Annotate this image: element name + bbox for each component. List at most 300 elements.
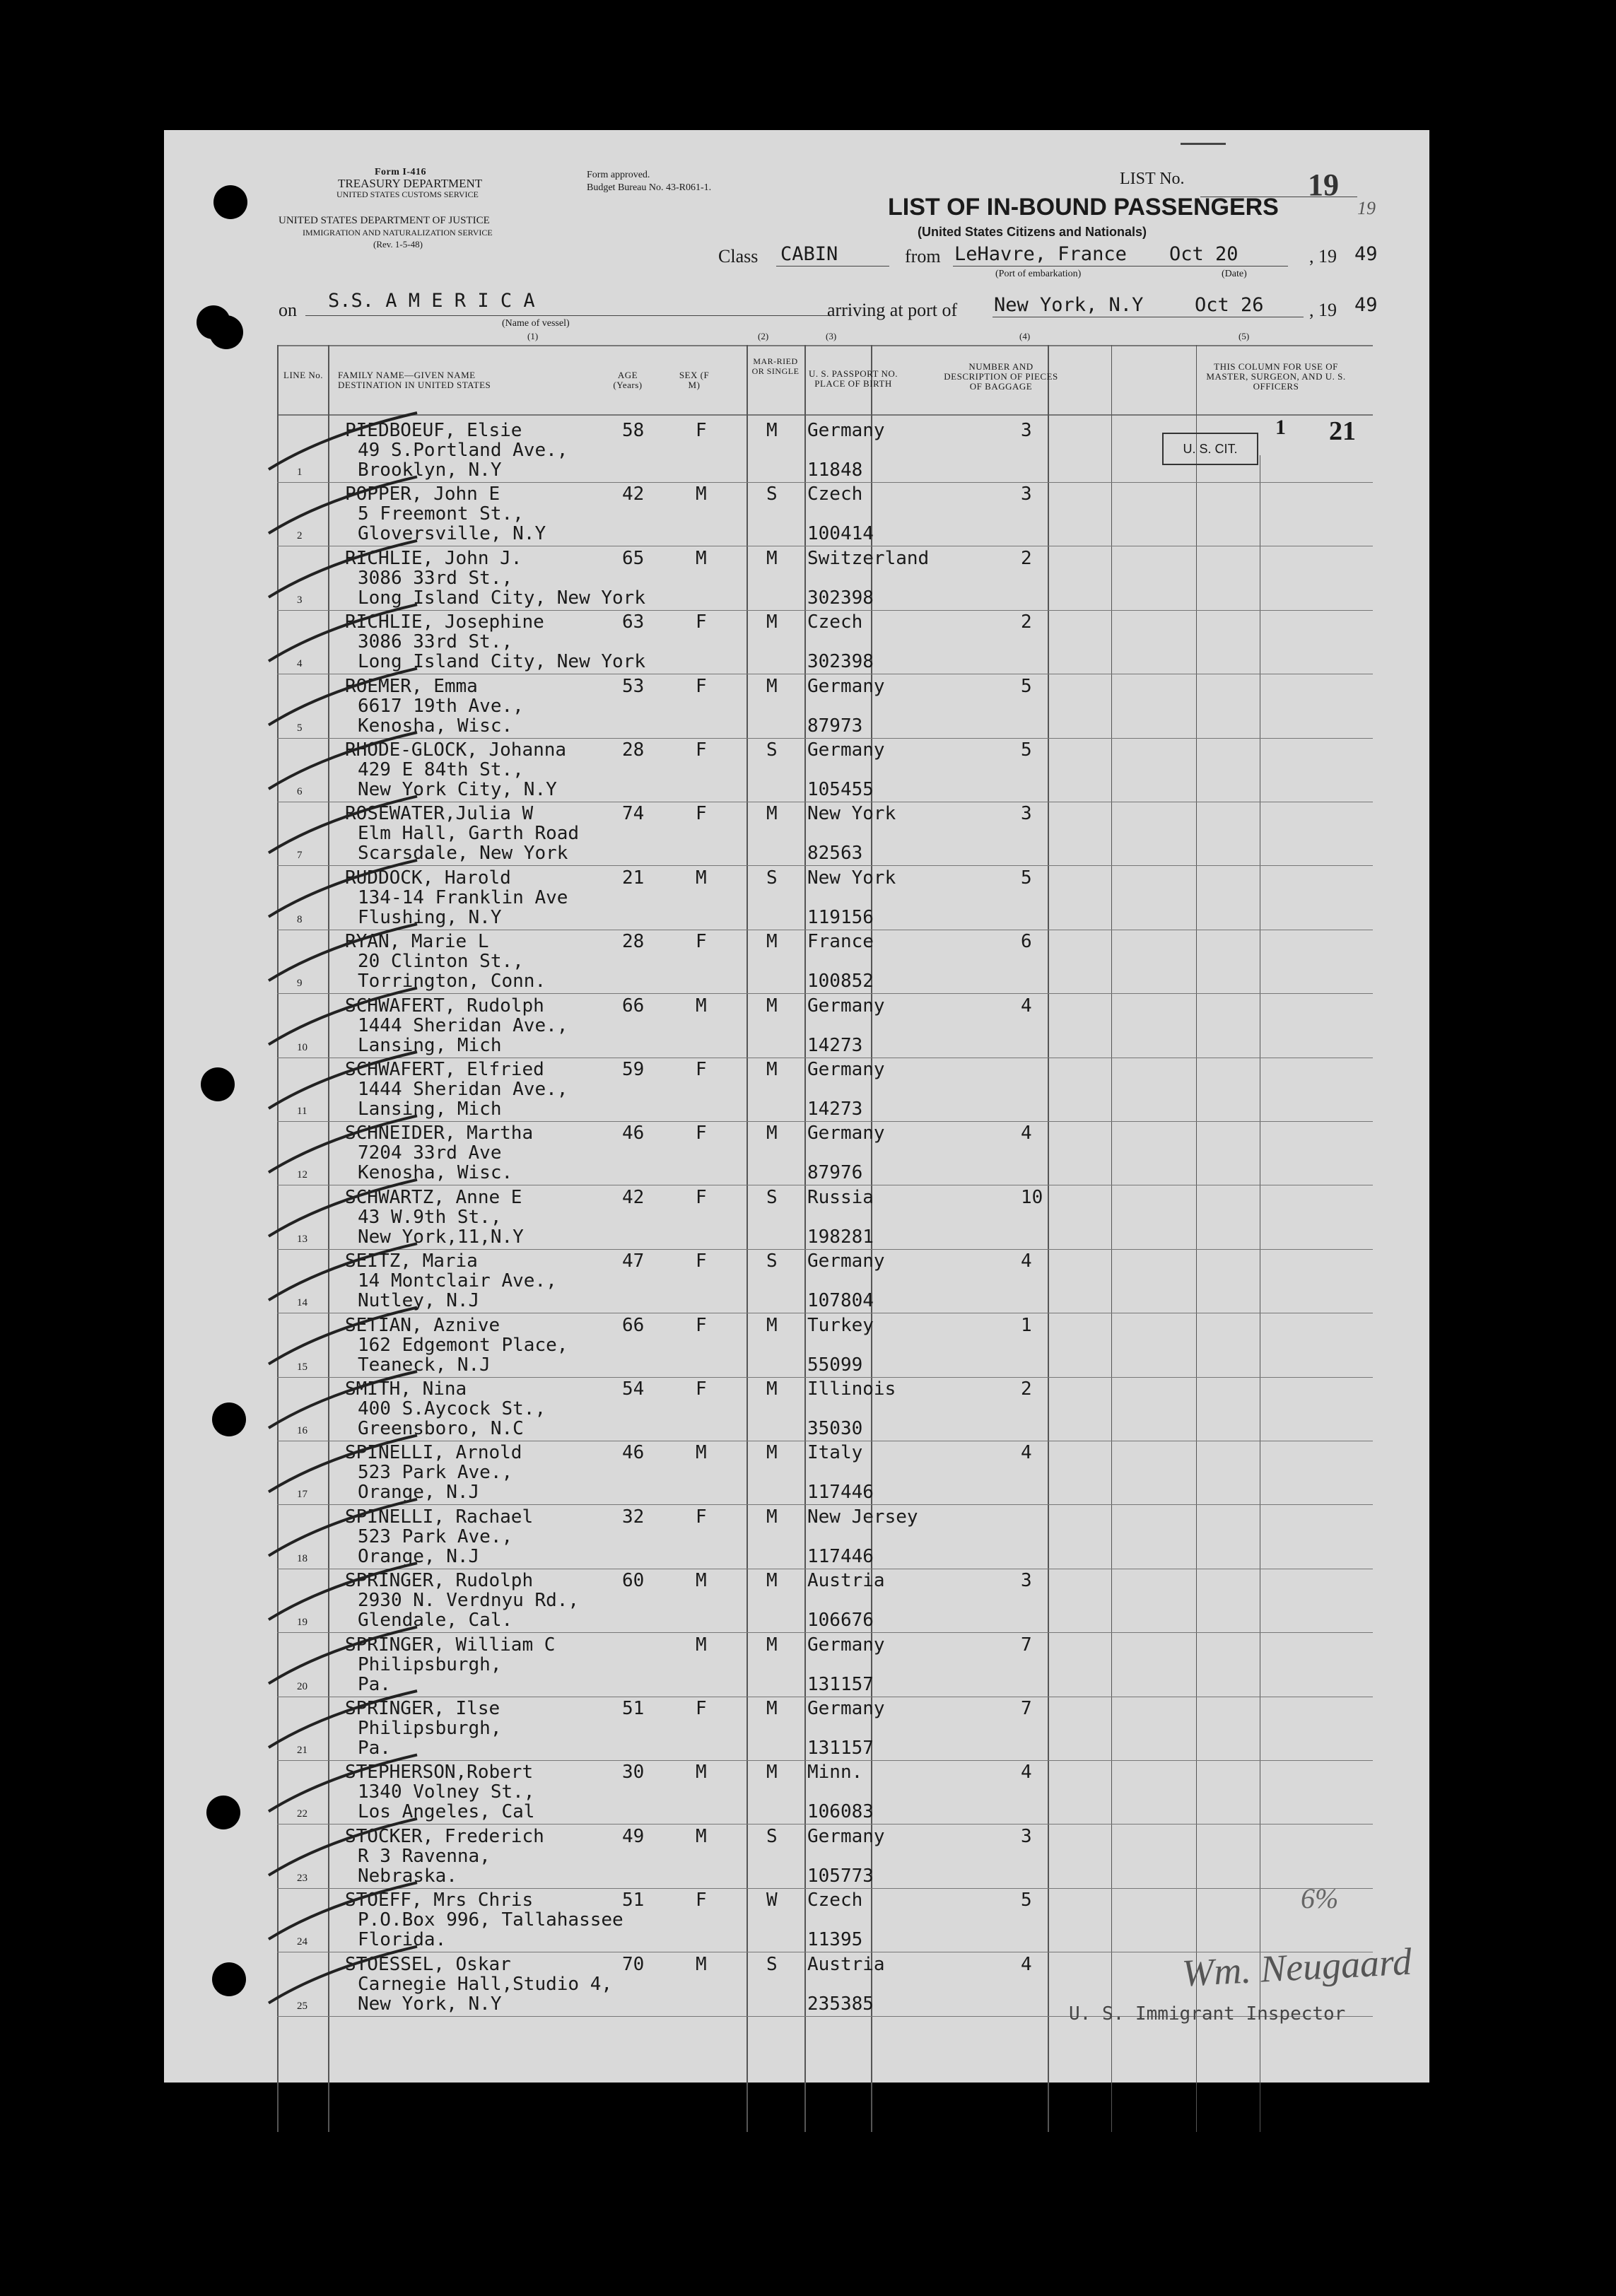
row-divider: [277, 1888, 1373, 1889]
passenger-name: SEITZ, Maria: [345, 1250, 478, 1272]
col-num-1: (1): [527, 331, 539, 341]
binder-hole: [213, 185, 247, 219]
passenger-name: SCHWARTZ, Anne E: [345, 1186, 522, 1208]
passenger-sex: F: [696, 1378, 707, 1400]
table-left: [277, 345, 279, 2132]
vessel-line: [305, 315, 829, 316]
passenger-baggage: 7: [1021, 1634, 1032, 1656]
passenger-name: RYAN, Marie L: [345, 931, 489, 953]
passenger-baggage: 3: [1021, 1825, 1032, 1847]
hdr-married: MAR-RIED OR SINGLE: [751, 356, 800, 376]
line-number: 14: [297, 1297, 308, 1309]
row-divider: [277, 993, 1373, 994]
passenger-name: ROSEWATER,Julia W: [345, 803, 534, 825]
row-divider: [277, 1377, 1373, 1378]
list-no-handwritten: 19: [1357, 198, 1376, 218]
passenger-address-street: 14 Montclair Ave.,: [358, 1270, 557, 1292]
passenger-passport: 302398: [807, 587, 874, 609]
passenger-sex: M: [696, 1953, 707, 1975]
manifest-sheet: [164, 130, 1429, 2083]
passenger-passport: 55099: [807, 1354, 863, 1376]
passenger-passport: 107804: [807, 1290, 874, 1312]
departure-year: 49: [1354, 243, 1378, 265]
passenger-sex: F: [696, 1123, 707, 1144]
passenger-birthplace: Germany: [807, 1059, 885, 1080]
passenger-name: STEPHERSON,Robert: [345, 1762, 534, 1784]
list-no: 19: [1308, 168, 1339, 202]
class-value: CABIN: [780, 243, 838, 265]
passenger-marital: S: [766, 739, 778, 761]
passenger-marital: M: [766, 1506, 778, 1528]
passenger-address-street: 2930 N. Verdnyu Rd.,: [358, 1590, 580, 1612]
passenger-name: SPINELLI, Arnold: [345, 1442, 522, 1464]
form-number: Form I-416: [375, 167, 427, 177]
passenger-address-street: 523 Park Ave.,: [358, 1462, 513, 1484]
row-divider: [277, 1760, 1373, 1761]
passenger-passport: 35030: [807, 1418, 863, 1439]
line-number: 16: [297, 1425, 308, 1436]
passenger-marital: M: [766, 931, 778, 953]
passenger-address-city: Greensboro, N.C: [358, 1418, 524, 1439]
passenger-birthplace: New York: [807, 867, 896, 889]
passenger-passport: 100852: [807, 971, 874, 992]
passenger-passport: 235385: [807, 1993, 874, 2015]
passenger-birthplace: Minn.: [807, 1762, 863, 1784]
passenger-baggage: 3: [1021, 1570, 1032, 1592]
from-label: from: [905, 246, 941, 266]
line-number: 23: [297, 1872, 308, 1884]
passenger-address-street: Philipsburgh,: [358, 1718, 502, 1739]
passenger-address-street: 1340 Volney St.,: [358, 1781, 535, 1803]
line-number: 8: [297, 913, 303, 925]
passenger-baggage: 4: [1021, 1442, 1032, 1464]
justice-dept: UNITED STATES DEPARTMENT OF JUSTICE: [279, 215, 490, 226]
passenger-age: 58: [622, 420, 645, 441]
col-num-5: (5): [1239, 331, 1250, 341]
passenger-name: STOEFF, Mrs Chris: [345, 1890, 534, 1911]
passenger-address-city: Nebraska.: [358, 1865, 457, 1887]
departure-year-prefix: , 19: [1309, 246, 1337, 266]
passenger-address-street: 6617 19th Ave.,: [358, 695, 524, 717]
passenger-marital: M: [766, 1314, 778, 1336]
col-num-4: (4): [1019, 331, 1031, 341]
passenger-baggage: 4: [1021, 1953, 1032, 1975]
passenger-marital: S: [766, 484, 778, 505]
col-age-sep: [746, 345, 748, 2132]
passenger-passport: 117446: [807, 1545, 874, 1567]
passenger-address-street: R 3 Ravenna,: [358, 1845, 491, 1867]
passenger-sex: M: [696, 1825, 707, 1847]
passenger-name: SPRINGER, Ilse: [345, 1698, 500, 1719]
line-number: 21: [297, 1745, 308, 1756]
passenger-address-street: 1444 Sheridan Ave.,: [358, 1014, 568, 1036]
class-label: Class: [718, 246, 759, 266]
passenger-age: 46: [622, 1123, 645, 1144]
line-number: 7: [297, 850, 303, 862]
passenger-passport: 131157: [807, 1738, 874, 1759]
form-title: LIST OF IN-BOUND PASSENGERS: [888, 194, 1279, 221]
passenger-address-city: Long Island City, New York: [358, 651, 645, 673]
passenger-address-street: 20 Clinton St.,: [358, 951, 524, 973]
passenger-address-city: Gloversville, N.Y: [358, 523, 546, 545]
passenger-sex: F: [696, 1890, 707, 1911]
passenger-sex: M: [696, 867, 707, 889]
binder-hole: [212, 1962, 246, 1996]
line-number: 24: [297, 1936, 308, 1948]
passenger-sex: F: [696, 739, 707, 761]
passenger-address-city: Kenosha, Wisc.: [358, 715, 513, 737]
passenger-baggage: 7: [1021, 1698, 1032, 1719]
line-number: 5: [297, 722, 303, 734]
passenger-sex: F: [696, 1698, 707, 1719]
hdr-baggage: NUMBER AND DESCRIPTION OF PIECES OF BAGGAGE: [944, 361, 1058, 392]
binder-hole: [212, 1402, 246, 1436]
passenger-baggage: 6: [1021, 931, 1032, 953]
passenger-sex: F: [696, 611, 707, 633]
header-bottom: [277, 414, 1373, 416]
passenger-marital: S: [766, 1953, 778, 1975]
line-number: 3: [297, 594, 303, 606]
passenger-sex: M: [696, 484, 707, 505]
passenger-address-city: Orange, N.J: [358, 1545, 480, 1567]
passenger-address-street: 43 W.9th St.,: [358, 1206, 502, 1228]
passenger-marital: M: [766, 1378, 778, 1400]
line-number: 6: [297, 786, 303, 797]
col-bag-inner: [1111, 345, 1112, 2132]
passenger-sex: M: [696, 1762, 707, 1784]
passenger-marital: M: [766, 1123, 778, 1144]
treasury-dept: TREASURY DEPARTMENT: [338, 177, 483, 190]
passenger-baggage: 4: [1021, 1123, 1032, 1144]
departure-date: Oct 20: [1169, 243, 1239, 265]
passenger-name: PIEDBOEUF, Elsie: [345, 420, 522, 441]
mark-dash: [1181, 143, 1226, 145]
line-number: 20: [297, 1680, 308, 1692]
passenger-passport: 82563: [807, 843, 863, 865]
passenger-age: 53: [622, 675, 645, 697]
passenger-baggage: 2: [1021, 611, 1032, 633]
passenger-age: 28: [622, 931, 645, 953]
passenger-sex: F: [696, 420, 707, 441]
passenger-baggage: 4: [1021, 1250, 1032, 1272]
passenger-address-street: Carnegie Hall,Studio 4,: [358, 1973, 613, 1995]
passenger-marital: M: [766, 1059, 778, 1080]
line-number: 11: [297, 1106, 308, 1117]
line-number: 9: [297, 978, 303, 990]
passenger-address-street: Philipsburgh,: [358, 1653, 502, 1675]
passenger-name: RUDDOCK, Harold: [345, 867, 511, 889]
passenger-address-city: Pa.: [358, 1673, 391, 1695]
row-divider: [277, 1632, 1373, 1633]
passenger-name: STOESSEL, Oskar: [345, 1953, 511, 1975]
passenger-name: SETIAN, Aznive: [345, 1314, 500, 1336]
hdr-name: FAMILY NAME—GIVEN NAME DESTINATION IN UNITED STATES: [338, 370, 491, 390]
passenger-baggage: 5: [1021, 739, 1032, 761]
passenger-baggage: 3: [1021, 484, 1032, 505]
passenger-sex: F: [696, 675, 707, 697]
passenger-birthplace: Germany: [807, 1698, 885, 1719]
passenger-marital: M: [766, 611, 778, 633]
passenger-birthplace: Germany: [807, 420, 885, 441]
passenger-age: 54: [622, 1378, 645, 1400]
passenger-name: ROEMER, Emma: [345, 675, 478, 697]
passenger-address-city: Lansing, Mich: [358, 1099, 502, 1120]
passenger-birthplace: Germany: [807, 1123, 885, 1144]
passenger-address-city: Flushing, N.Y: [358, 906, 502, 928]
vessel-name: S.S. A M E R I C A: [328, 290, 535, 312]
passenger-birthplace: France: [807, 931, 874, 953]
passenger-address-city: Nutley, N.J: [358, 1290, 480, 1312]
passenger-birthplace: Czech: [807, 484, 863, 505]
line-number: 15: [297, 1361, 308, 1373]
passenger-passport: 105773: [807, 1865, 874, 1887]
passenger-birthplace: Germany: [807, 739, 885, 761]
passenger-passport: 117446: [807, 1482, 874, 1504]
passenger-age: 51: [622, 1890, 645, 1911]
line-number: 4: [297, 658, 303, 670]
passenger-birthplace: Illinois: [807, 1378, 896, 1400]
form-approved: Form approved.: [587, 170, 650, 180]
row-divider: [277, 610, 1373, 611]
passenger-baggage: 3: [1021, 420, 1032, 441]
passenger-name: SCHWAFERT, Elfried: [345, 1059, 544, 1080]
passenger-baggage: 5: [1021, 675, 1032, 697]
passenger-passport: 106083: [807, 1801, 874, 1823]
passenger-address-city: New York City, N.Y: [358, 779, 557, 800]
passenger-address-street: P.O.Box 996, Tallahassee: [358, 1909, 623, 1931]
line-number: 19: [297, 1617, 308, 1629]
passenger-name: SCHNEIDER, Martha: [345, 1123, 534, 1144]
passenger-address-city: Lansing, Mich: [358, 1034, 502, 1056]
passenger-birthplace: Czech: [807, 1890, 863, 1911]
passenger-passport: 14273: [807, 1099, 863, 1120]
passenger-address-street: 5 Freemont St.,: [358, 503, 524, 525]
passenger-birthplace: Czech: [807, 611, 863, 633]
passenger-birthplace: Germany: [807, 995, 885, 1017]
hdr-officers: THIS COLUMN FOR USE OF MASTER, SURGEON, AND U. S. OFFICERS: [1206, 361, 1346, 392]
passenger-birthplace: Germany: [807, 1250, 885, 1272]
binder-hole: [201, 1067, 235, 1101]
row-divider: [277, 738, 1373, 739]
passenger-marital: M: [766, 675, 778, 697]
col-ms-sep: [804, 345, 806, 2132]
passenger-age: 66: [622, 1314, 645, 1336]
port-embarkation: LeHavre, France: [954, 243, 1127, 265]
passenger-marital: S: [766, 1186, 778, 1208]
passenger-age: 46: [622, 1442, 645, 1464]
passenger-name: RHODE-GLOCK, Johanna: [345, 739, 567, 761]
passenger-sex: F: [696, 1314, 707, 1336]
passenger-sex: F: [696, 1059, 707, 1080]
passenger-sex: M: [696, 1634, 707, 1656]
officer-count-mark: 1: [1275, 416, 1286, 439]
passenger-marital: M: [766, 1698, 778, 1719]
customs-service: UNITED STATES CUSTOMS SERVICE: [336, 189, 479, 199]
passenger-address-city: Long Island City, New York: [358, 587, 645, 609]
col-line-sep: [328, 345, 329, 2132]
passenger-address-city: Los Angeles, Cal: [358, 1801, 535, 1823]
passenger-sex: F: [696, 803, 707, 825]
passenger-address-city: Scarsdale, New York: [358, 843, 568, 865]
passenger-baggage: 5: [1021, 867, 1032, 889]
passenger-marital: M: [766, 1762, 778, 1784]
revision: (Rev. 1-5-48): [373, 239, 423, 250]
on-label: on: [279, 300, 297, 320]
passenger-address-street: 162 Edgemont Place,: [358, 1334, 568, 1356]
passenger-marital: M: [766, 547, 778, 569]
passenger-birthplace: Turkey: [807, 1314, 874, 1336]
passenger-address-city: Pa.: [358, 1738, 391, 1759]
passenger-address-city: Orange, N.J: [358, 1482, 480, 1504]
ins-service: IMMIGRATION AND NATURALIZATION SERVICE: [303, 228, 493, 238]
passenger-address-street: 400 S.Aycock St.,: [358, 1398, 546, 1419]
passenger-passport: 11395: [807, 1929, 863, 1951]
vessel-caption: (Name of vessel): [502, 318, 570, 329]
passenger-marital: M: [766, 803, 778, 825]
line-number: 2: [297, 530, 303, 542]
passenger-baggage: 1: [1021, 1314, 1032, 1336]
col-bag-sep: [1048, 345, 1049, 2132]
row-divider: [277, 865, 1373, 866]
us-citizen-stamp: U. S. CIT.: [1162, 433, 1258, 465]
passenger-sex: M: [696, 1570, 707, 1592]
passenger-marital: M: [766, 1634, 778, 1656]
budget-bureau: Budget Bureau No. 43-R061-1.: [587, 182, 712, 193]
passenger-passport: 87976: [807, 1162, 863, 1184]
passenger-marital: M: [766, 995, 778, 1017]
passenger-address-city: Torrington, Conn.: [358, 971, 546, 992]
passenger-address-city: Brooklyn, N.Y: [358, 459, 502, 481]
passenger-name: STOCKER, Frederich: [345, 1825, 544, 1847]
officer-count: 21: [1329, 416, 1356, 446]
passenger-age: 74: [622, 803, 645, 825]
passenger-age: 21: [622, 867, 645, 889]
passenger-baggage: 2: [1021, 547, 1032, 569]
passenger-passport: 105455: [807, 779, 874, 800]
table-top: [277, 345, 1373, 346]
row-divider: [277, 1121, 1373, 1122]
passenger-baggage: 5: [1021, 1890, 1032, 1911]
line-number: 13: [297, 1233, 308, 1245]
passenger-sex: M: [696, 995, 707, 1017]
passenger-baggage: 10: [1021, 1186, 1043, 1208]
passenger-address-street: 3086 33rd St.,: [358, 631, 513, 653]
passenger-address-city: Teaneck, N.J: [358, 1354, 491, 1376]
passenger-age: 65: [622, 547, 645, 569]
passenger-name: SPRINGER, William C: [345, 1634, 556, 1656]
passenger-address-city: Florida.: [358, 1929, 447, 1951]
col-num-2: (2): [758, 331, 769, 341]
passenger-address-street: 523 Park Ave.,: [358, 1525, 513, 1547]
passenger-birthplace: Russia: [807, 1186, 874, 1208]
passenger-age: 42: [622, 1186, 645, 1208]
passenger-address-street: 7204 33rd Ave: [358, 1142, 502, 1164]
passenger-passport: 87973: [807, 715, 863, 737]
passenger-marital: S: [766, 1825, 778, 1847]
passenger-marital: M: [766, 420, 778, 441]
passenger-passport: 14273: [807, 1034, 863, 1056]
passenger-birthplace: New Jersey: [807, 1506, 918, 1528]
passenger-address-street: 49 S.Portland Ave.,: [358, 440, 568, 461]
passenger-name: POPPER, John E: [345, 484, 500, 505]
hdr-passport: U. S. PASSPORT NO. PLACE OF BIRTH: [809, 368, 898, 389]
passenger-sex: M: [696, 547, 707, 569]
hdr-age: AGE (Years): [613, 370, 643, 390]
passenger-sex: F: [696, 1250, 707, 1272]
passenger-name: SPINELLI, Rachael: [345, 1506, 534, 1528]
passenger-birthplace: Switzerland: [807, 547, 930, 569]
passenger-age: 49: [622, 1825, 645, 1847]
arrival-port: New York, N.Y: [994, 294, 1144, 316]
passenger-birthplace: New York: [807, 803, 896, 825]
passenger-birthplace: Italy: [807, 1442, 863, 1464]
line-number: 1: [297, 467, 303, 478]
passenger-age: 28: [622, 739, 645, 761]
port-caption: (Port of embarkation): [995, 269, 1082, 279]
passenger-birthplace: Germany: [807, 1634, 885, 1656]
row-divider: [277, 1504, 1373, 1505]
binder-hole: [197, 305, 230, 339]
passenger-age: 59: [622, 1059, 645, 1080]
line-number: 25: [297, 2000, 308, 2012]
passenger-birthplace: Austria: [807, 1953, 885, 1975]
passenger-age: 60: [622, 1570, 645, 1592]
passenger-name: SPRINGER, Rudolph: [345, 1570, 534, 1592]
hdr-line: LINE No.: [283, 370, 323, 380]
passenger-address-street: Elm Hall, Garth Road: [358, 823, 580, 845]
passenger-marital: S: [766, 867, 778, 889]
passenger-passport: 106676: [807, 1610, 874, 1632]
passenger-passport: 100414: [807, 523, 874, 545]
passenger-sex: F: [696, 1506, 707, 1528]
arriving-label: arriving at port of: [827, 300, 958, 320]
passenger-age: 63: [622, 611, 645, 633]
passenger-baggage: 2: [1021, 1378, 1032, 1400]
passenger-marital: W: [766, 1890, 778, 1911]
passenger-sex: M: [696, 1442, 707, 1464]
passenger-passport: 11848: [807, 459, 863, 481]
passenger-name: RICHLIE, John J.: [345, 547, 522, 569]
col-num-3: (3): [826, 331, 837, 341]
form-subtitle: (United States Citizens and Nationals): [918, 225, 1147, 239]
passenger-address-city: New York, N.Y: [358, 1993, 502, 2015]
passenger-name: RICHLIE, Josephine: [345, 611, 544, 633]
passenger-address-city: Kenosha, Wisc.: [358, 1162, 513, 1184]
passenger-address-street: 3086 33rd St.,: [358, 567, 513, 589]
inspector-signature: Wm. Neugaard: [1181, 1940, 1413, 1995]
passenger-address-city: New York,11,N.Y: [358, 1226, 524, 1248]
passenger-address-city: Glendale, Cal.: [358, 1610, 513, 1632]
col-off-sep: [1196, 345, 1197, 2132]
passenger-marital: S: [766, 1250, 778, 1272]
passenger-address-street: 134-14 Franklin Ave: [358, 886, 568, 908]
passenger-baggage: 3: [1021, 803, 1032, 825]
passenger-sex: F: [696, 1186, 707, 1208]
passenger-age: 70: [622, 1953, 645, 1975]
row-divider: [277, 482, 1373, 483]
date-caption: (Date): [1222, 269, 1247, 279]
line-number: 22: [297, 1808, 308, 1820]
arrival-date: Oct 26: [1195, 294, 1264, 316]
passenger-age: 66: [622, 995, 645, 1017]
line-number: 17: [297, 1489, 308, 1501]
passenger-birthplace: Germany: [807, 1825, 885, 1847]
arrival-year-prefix: , 19: [1309, 300, 1337, 320]
passenger-passport: 198281: [807, 1226, 874, 1248]
hdr-sex: SEX (F M): [679, 370, 710, 390]
passenger-passport: 302398: [807, 651, 874, 673]
line-number: 18: [297, 1552, 308, 1564]
